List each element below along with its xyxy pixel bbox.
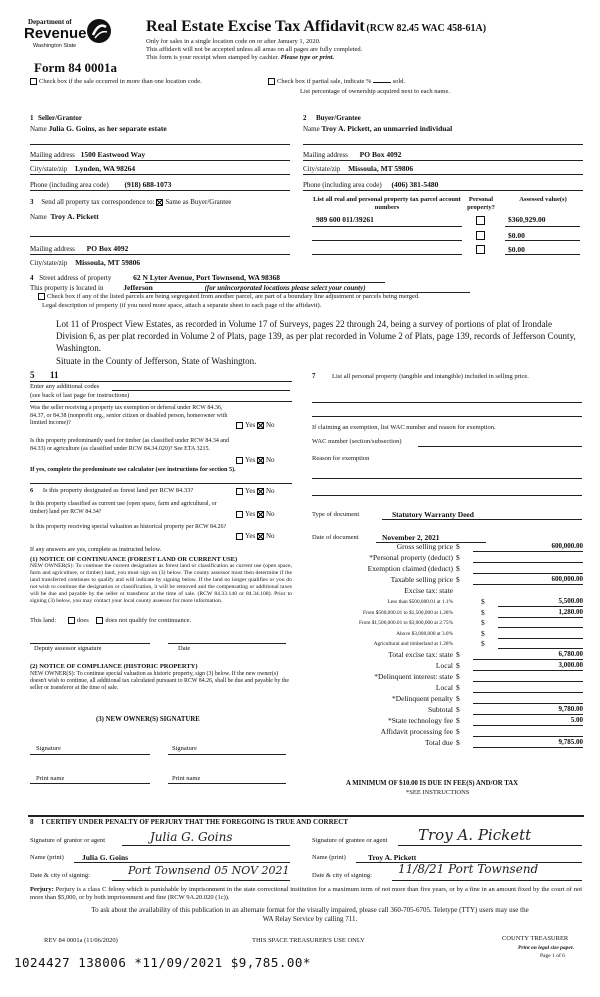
- divider: [30, 783, 150, 784]
- page-number: Page 1 of 6: [540, 953, 565, 959]
- section5-q1: Was the seller receiving a property tax exemption or deferral under RCW 84.36, 84.37, or 84.38 (nonprofit org., senior citizen or disabled person, homeowner with limited income)?: [30, 405, 228, 426]
- tax-row: [313, 586, 583, 596]
- tax-row-dollar: $: [456, 704, 460, 714]
- grantee-date-city-label: Date & city of signing:: [312, 872, 372, 879]
- legal-paper-note: Print on legal size paper.: [518, 945, 575, 951]
- no-checkbox[interactable]: [257, 511, 264, 518]
- tax-row-amount[interactable]: 5.00: [473, 716, 583, 726]
- divider: [168, 643, 286, 644]
- buyer-heading: Buyer/Grantee: [316, 114, 361, 122]
- buyer-name-row: [303, 124, 452, 133]
- seller-city-label: City/state/zip: [30, 165, 68, 173]
- tax-row-dollar: $: [481, 618, 485, 627]
- yes-label: Yes: [245, 532, 256, 540]
- see-instructions: *SEE INSTRUCTIONS: [406, 789, 470, 796]
- tax-row-amount[interactable]: [473, 564, 583, 574]
- this-land-row: [30, 617, 191, 624]
- divider: [505, 254, 580, 255]
- does-checkbox[interactable]: [68, 617, 75, 624]
- section3-row: [30, 198, 231, 206]
- grantee-name[interactable]: Troy A. Pickett: [368, 853, 417, 862]
- section3-name-row: [30, 212, 99, 221]
- print-name-label-2: Print name: [172, 775, 201, 782]
- personal-property-checkbox[interactable]: [476, 231, 485, 240]
- section7-num: 7: [312, 372, 316, 380]
- located-note: (for unincorporated locations please select your county): [204, 284, 366, 292]
- tax-row-dollar: $: [481, 628, 485, 638]
- legal-description: Lot 11 of Prospect View Estates, as recorded in Volume 17 of Surveys, pages 22 through 24, being a survey of portions of plat of Irondale Division 6, as per plat recorded in Volume 2 of Plats, page 139, as per plat recorded in Volume 2 of Plats, page 139, records of Jefferson County, Washington.: [56, 319, 576, 353]
- tax-row-label: Local: [435, 660, 453, 670]
- dor-logo: [20, 14, 120, 60]
- list-percentage: List percentage of ownership acquired next to each name.: [300, 88, 450, 95]
- tax-row-dollar: $: [481, 597, 485, 606]
- header-note2: This affidavit will not be accepted unless all areas on all pages are fully completed.: [146, 46, 363, 53]
- located-county[interactable]: Jefferson: [123, 283, 153, 292]
- divider: [312, 416, 582, 417]
- tax-row-label: *Personal property (deduct): [369, 553, 453, 562]
- tax-row-label: Total due: [424, 737, 453, 747]
- this-land-label: This land:: [30, 617, 57, 624]
- tax-row-dollar: $: [456, 693, 460, 703]
- tax-row-amount[interactable]: 6,780.00: [473, 650, 583, 660]
- tax-row-label: Total excise tax: state: [388, 649, 453, 659]
- no-checkbox[interactable]: [257, 457, 264, 464]
- segregated-row[interactable]: [38, 293, 420, 300]
- s6q1-yesno: [236, 487, 275, 495]
- enter-codes: Enter any additional codes: [30, 383, 100, 390]
- divider: [312, 226, 462, 227]
- divider: [303, 174, 583, 175]
- buyer-city[interactable]: Missoula, MT 59806: [348, 164, 414, 173]
- tax-row-dollar: $: [456, 682, 460, 692]
- treasurer-only: THIS SPACE TREASURER'S USE ONLY: [252, 937, 365, 944]
- yes-label: Yes: [245, 456, 256, 464]
- personal-property-checkbox[interactable]: [476, 245, 485, 254]
- tax-row-label: Agricultural and timberland at 1.28%: [373, 641, 453, 647]
- tax-row-amount[interactable]: 5,500.00: [498, 597, 583, 607]
- yes-label: Yes: [245, 510, 256, 518]
- street-address[interactable]: 62 N Lyter Avenue, Port Townsend, WA 98368: [133, 273, 281, 282]
- divider: [112, 390, 290, 391]
- s6q3-yesno: [236, 532, 275, 540]
- tax-row: [313, 683, 583, 693]
- sig-label-1: Signature: [36, 745, 61, 752]
- seller-city-row: [30, 164, 135, 173]
- sig-label-2: Signature: [172, 745, 197, 752]
- see-back: (see back of last page for instructions): [30, 392, 130, 399]
- dor-logo-icon: [86, 18, 112, 44]
- divider: [505, 226, 580, 227]
- new-owner-sig-heading: (3) NEW OWNER(S) SIGNATURE: [96, 716, 200, 723]
- no-label: No: [265, 510, 275, 518]
- doc-date-label: Date of document: [312, 534, 359, 541]
- tax-row-label: Less than $500,000.01 at 1.1%: [387, 599, 453, 605]
- section8-num: 8: [30, 818, 34, 826]
- divider: [30, 401, 292, 402]
- tax-row: [313, 639, 583, 649]
- grantor-date-city[interactable]: Port Townsend 05 NOV 2021: [128, 864, 290, 877]
- parcel-col2: Personal property?: [467, 196, 495, 211]
- grantor-date-city-label: Date & city of signing:: [30, 872, 90, 879]
- tax-row-label: *State technology fee: [388, 715, 453, 725]
- assessed-value[interactable]: $0.00: [508, 245, 525, 254]
- segregated-checkbox[interactable]: [38, 293, 45, 300]
- tax-row-dollar: $: [456, 715, 460, 725]
- seller-num: 1: [30, 114, 34, 122]
- section3-mailing-row: [30, 244, 128, 253]
- grantee-signature[interactable]: Troy A. Pickett: [418, 826, 532, 844]
- dept-line3: Washington State: [33, 43, 77, 49]
- tax-row-dollar: $: [456, 737, 460, 747]
- doc-type-label: Type of document: [312, 511, 360, 518]
- grantor-signature[interactable]: Julia G. Goins: [150, 830, 233, 844]
- assessed-value[interactable]: $360,929.00: [508, 215, 546, 224]
- tax-row-label: Above $3,000,000 at 3.0%: [396, 630, 453, 637]
- no-label: No: [265, 456, 275, 464]
- street-label: Street address of property: [39, 274, 112, 282]
- seller-phone[interactable]: (918) 688-1073: [124, 180, 172, 189]
- treasurer-stamp: 1024427 138006 *11/09/2021 $9,785.00*: [14, 955, 311, 970]
- seller-phone-label: Phone (including area code): [30, 181, 109, 189]
- tax-row: [313, 738, 583, 748]
- tax-row-label: *Delinquent interest: state: [374, 671, 453, 681]
- yes-label: Yes: [245, 487, 256, 495]
- tax-row-amount[interactable]: [473, 672, 583, 682]
- assessor-date-label: Date: [178, 645, 191, 652]
- tax-row-amount[interactable]: [473, 683, 583, 693]
- section3-name-label: Name: [30, 213, 47, 221]
- minimum-notice: A MINIMUM OF $10.00 IS DUE IN FEE(S) AND/OR TAX: [346, 780, 519, 787]
- parcel-col3: Assessed value(s): [519, 196, 567, 203]
- section6-q1: Is this property designated as forest land per RCW 84.33?: [42, 487, 194, 494]
- grantor-sig-label: Signature of grantor or agent: [30, 837, 106, 844]
- section6-q1-row: [30, 487, 193, 494]
- tax-row: [313, 618, 583, 628]
- divider: [312, 254, 462, 255]
- section7-text: List all personal property (tangible and intangible) included in selling price.: [332, 373, 529, 380]
- multi-location-label: Check box if the sale occurred in more than one location code.: [39, 78, 202, 85]
- divider: [505, 240, 580, 241]
- divider: [168, 754, 286, 755]
- divider: [30, 381, 292, 382]
- q1-yesno: [236, 421, 275, 429]
- perjury-text: Perjury is a class C felony which is punishable by imprisonment in the state correctional institution for a maximum term of not more than five years, or by a fine in an amount fixed by the court of not more than $5,000, or by both imprisonment and fine (RCW 9A.20.020 (1c)).: [30, 886, 582, 901]
- header-note3-wrap: [146, 54, 334, 61]
- does-not-label: does not qualify for continuance.: [105, 617, 192, 624]
- tax-row-dollar: $: [481, 607, 485, 617]
- tax-row-amount[interactable]: [498, 629, 583, 639]
- buyer-name[interactable]: Troy A. Pickett, an unmarried individual: [321, 124, 453, 133]
- no-checkbox[interactable]: [257, 422, 264, 429]
- does-not-checkbox[interactable]: [96, 617, 103, 624]
- divider: [312, 495, 582, 496]
- buyer-city-label: City/state/zip: [303, 165, 341, 173]
- certify-row: [30, 818, 348, 826]
- seller-name[interactable]: Julia G. Goins, as her separate estate: [48, 124, 167, 133]
- section3-city-label: City/state/zip: [30, 259, 68, 267]
- buyer-name-label: Name: [303, 125, 320, 133]
- parcel-col1: List all real and personal property tax parcel account numbers: [313, 196, 461, 211]
- assessed-value[interactable]: $0.00: [508, 231, 525, 240]
- form-title: [146, 18, 486, 36]
- divider: [30, 754, 150, 755]
- tax-row-amount[interactable]: 600,000.00: [473, 542, 583, 552]
- section3-city-row: [30, 258, 140, 267]
- section5-ifyes: If yes, complete the predominate use calculator (see instructions for section 5).: [30, 466, 236, 473]
- personal-property-checkbox[interactable]: [476, 216, 485, 225]
- seller-heading: Seller/Grantor: [38, 114, 82, 122]
- section6-q2: Is this property classified as current use (open space, farm and agricultural, or timber) land per RCW 84.34?: [30, 501, 217, 515]
- divider: [392, 880, 582, 881]
- tax-row-dollar: $: [456, 726, 460, 736]
- divider: [30, 483, 292, 484]
- header-note3-italic: Please type or print.: [280, 54, 335, 61]
- yes-checkbox[interactable]: [236, 422, 243, 429]
- buyer-phone[interactable]: (406) 381-5480: [391, 180, 439, 189]
- partial-sale-checkbox[interactable]: [268, 78, 275, 85]
- seller-mailing-row: [30, 150, 145, 159]
- buyer-mailing[interactable]: PO Box 4092: [359, 150, 402, 159]
- tax-row: [313, 650, 583, 660]
- tax-row: [313, 608, 583, 618]
- notice2-title: (2) NOTICE OF COMPLIANCE (HISTORIC PROPERTY): [30, 663, 198, 670]
- no-checkbox[interactable]: [257, 488, 264, 495]
- section3-mailing-label: Mailing address: [30, 245, 75, 253]
- divider: [303, 160, 583, 161]
- legal-situate: Situate in the County of Jefferson, State of Washington.: [56, 356, 257, 366]
- buyer-mailing-row: [303, 150, 401, 159]
- buyer-city-row: [303, 164, 413, 173]
- section3-name[interactable]: Troy A. Pickett: [50, 212, 99, 221]
- tax-row-label: Affidavit processing fee: [380, 726, 453, 736]
- wac-label: WAC number (section/subsection): [312, 438, 402, 445]
- tax-row-label: Taxable selling price: [390, 575, 453, 584]
- header-note1: Only for sales in a single location code on or after January 1, 2020.: [146, 38, 321, 45]
- divider: [74, 862, 290, 863]
- tax-row-dollar: $: [481, 639, 485, 648]
- section3-num: 3: [30, 198, 34, 206]
- tax-row-amount[interactable]: 600,000.00: [473, 575, 583, 585]
- tax-row: [313, 575, 583, 585]
- tax-row-amount[interactable]: 9,785.00: [473, 738, 583, 748]
- seller-city[interactable]: Lynden, WA 98264: [75, 164, 136, 173]
- perjury-notice: [30, 886, 582, 902]
- divider: [122, 845, 290, 846]
- tax-row-dollar: $: [456, 671, 460, 681]
- tax-row-amount[interactable]: 1,280.00: [498, 608, 583, 618]
- perjury-label: Perjury:: [30, 886, 54, 893]
- dept-line2: Revenue: [24, 25, 87, 42]
- section6-q3: Is this property receiving special valuation as historical property per RCW 84.26?: [30, 524, 227, 530]
- multi-location-checkbox[interactable]: [30, 78, 37, 85]
- multi-location-check[interactable]: [30, 78, 202, 85]
- section4-street-row: [30, 273, 280, 282]
- yes-label: Yes: [245, 421, 256, 429]
- no-checkbox[interactable]: [257, 533, 264, 540]
- divider: [312, 402, 582, 403]
- section6-num: 6: [30, 487, 34, 494]
- divider: [30, 190, 290, 191]
- section5-num: 5: [30, 370, 35, 380]
- yes-checkbox[interactable]: [236, 511, 243, 518]
- notice1-body: NEW OWNER(S): To continue the current designation as forest land or classification as current use (open space, farm and agriculture, or timber) land, you must sign on (3) below. The county assessor must then determine if the land transferred continues to qualify and will indicate by signing below. If the land no longer qualifies or you do not wish to continue the designation or classification, it will be removed and the compensating or additional taxes will be due and payable by the seller or transferor at the time of sale. (RCW 84.33.140 or 84.34.108). Prior to signing (3) below, you may contact your local county assessor for more information.: [30, 563, 292, 604]
- divider: [30, 160, 290, 161]
- grantee-date-city[interactable]: 11/8/21 Port Townsend: [398, 862, 539, 876]
- divider: [398, 845, 582, 846]
- doc-type[interactable]: Statutory Warranty Deed: [392, 510, 474, 519]
- section6-ifany: If any answers are yes, complete as instructed below.: [30, 546, 162, 553]
- section3-text: Send all property tax correspondence to:: [41, 198, 155, 206]
- tax-row-amount[interactable]: [473, 694, 583, 704]
- section5-code[interactable]: 11: [50, 370, 59, 380]
- tax-row-label: *Delinquent penalty: [391, 693, 453, 703]
- divider: [168, 783, 286, 784]
- section4-num: 4: [30, 274, 34, 282]
- divider: [312, 240, 462, 241]
- buyer-phone-label: Phone (including area code): [303, 181, 382, 189]
- tax-row-label: From $1,500,000.01 to $3,000,000 at 2.75%: [358, 620, 453, 626]
- divider: [28, 815, 584, 817]
- assessor-sig-label: Deputy assessor signature: [34, 645, 102, 652]
- no-label: No: [265, 421, 275, 429]
- same-as-buyer-checkbox[interactable]: [156, 199, 163, 206]
- grantor-name[interactable]: Julia G. Goins: [82, 853, 129, 862]
- tax-row: [313, 672, 583, 682]
- tax-row: [313, 629, 583, 639]
- dept-line1: Department of: [28, 18, 72, 26]
- tax-row: [313, 661, 583, 671]
- buyer-num: 2: [303, 114, 307, 122]
- divider: [112, 880, 290, 881]
- tax-row: [313, 564, 583, 574]
- does-label: does: [76, 617, 89, 624]
- buyer-mailing-label: Mailing address: [303, 151, 348, 159]
- tax-row-dollar: $: [456, 660, 460, 670]
- tax-row: [313, 716, 583, 726]
- reason-label: Reason for exemption: [312, 455, 370, 462]
- tax-row-label: Gross selling price: [396, 542, 453, 551]
- tax-row-amount[interactable]: 9,780.00: [473, 705, 583, 715]
- tax-row-dollar: $: [456, 649, 460, 659]
- tax-row: [313, 553, 583, 563]
- notice2-body: NEW OWNER(S): To continue special valuation as historic property, sign (3) below. If the new owner(s) doesn't wish to continue, all additional tax calculated pursuant to RCW 84.26, shall be due and payable by the seller or transferor at the time of sale.: [30, 671, 289, 692]
- tax-row-label: Subtotal: [427, 704, 453, 714]
- divider: [30, 643, 150, 644]
- tax-row: [313, 597, 583, 607]
- legal-label: Legal description of property (if you need more space, attach a separate sheet to each page of the affidavit).: [42, 302, 322, 309]
- located-row: [30, 283, 366, 292]
- header-note3: This form is your receipt when stamped by cashier.: [146, 54, 280, 61]
- partial-sale-tail: sold.: [392, 78, 406, 85]
- title-main: Real Estate Excise Tax Affidavit: [146, 18, 365, 35]
- tax-row-amount[interactable]: [473, 727, 583, 737]
- s6q2-yesno: [236, 510, 275, 518]
- divider: [30, 236, 290, 237]
- no-label: No: [265, 532, 275, 540]
- print-name-label-1: Print name: [36, 775, 65, 782]
- county-treasurer: COUNTY TREASURER: [502, 935, 569, 942]
- tax-row-dollar: $: [456, 564, 460, 573]
- tax-row-amount[interactable]: 3,000.00: [473, 661, 583, 671]
- tax-row-label: Exemption claimed (deduct): [367, 564, 453, 573]
- grantee-sig-label: Signature of grantee or agent: [312, 837, 388, 844]
- section3-mailing[interactable]: PO Box 4092: [86, 244, 129, 253]
- partial-sale-label: Check box if partial sale, indicate %: [277, 78, 372, 85]
- seller-mailing-label: Mailing address: [30, 151, 75, 159]
- seller-name-row: [30, 124, 167, 133]
- tax-row-dollar: $: [456, 553, 460, 562]
- q2-yesno: [236, 456, 275, 464]
- divider: [30, 254, 290, 255]
- same-as-buyer-label: Same as Buyer/Grantee: [165, 198, 232, 206]
- divider: [30, 144, 290, 145]
- rev-number: REV 84 0001a (11/06/2020): [44, 937, 118, 944]
- tax-row-label: Excise tax: state: [404, 586, 453, 595]
- alt-format-notice: To ask about the availability of this publication in an alternate format for the visually impaired, please call 360-705-6705. Teletype (TTY) users may use the WA Relay Service by calling 711.: [91, 906, 529, 923]
- certify-text: I CERTIFY UNDER PENALTY OF PERJURY THAT THE FOREGOING IS TRUE AND CORRECT: [41, 818, 349, 826]
- divider: [382, 519, 582, 520]
- no-label: No: [265, 487, 275, 495]
- tax-row: [313, 542, 583, 552]
- grantor-name-label: Name (print): [30, 854, 64, 861]
- parcel-number[interactable]: 989 600 011/39261: [316, 215, 374, 224]
- divider: [303, 144, 583, 145]
- section3-city[interactable]: Missoula, MT 59806: [75, 258, 141, 267]
- tax-row-label: From $500,000.01 to $1,500,000 at 1.28%: [362, 609, 453, 616]
- seller-mailing[interactable]: 1500 Eastwood Way: [80, 150, 146, 159]
- divider: [312, 478, 582, 479]
- divider: [30, 174, 290, 175]
- tax-row-label: Local: [435, 682, 453, 692]
- doc-date[interactable]: November 2, 2021: [382, 533, 440, 542]
- form-number: Form 84 0001a: [34, 60, 118, 75]
- yes-checkbox[interactable]: [236, 457, 243, 464]
- tax-row-amount[interactable]: [473, 553, 583, 563]
- seller-name-label: Name: [30, 125, 47, 133]
- yes-checkbox[interactable]: [236, 488, 243, 495]
- exemption-text: If claiming an exemption, list WAC number and reason for exemption.: [312, 424, 496, 431]
- tax-row: [313, 694, 583, 704]
- notice1-title: (1) NOTICE OF CONTINUANCE (FOREST LAND OR CURRENT USE): [30, 556, 238, 563]
- grantee-name-label: Name (print): [312, 854, 346, 861]
- section5-q2: Is this property predominantly used for timber (as classified under RCW 84.34 and 84.33) or agriculture (as classified under RCW 84.34.020)? See ETA 3215.: [30, 438, 230, 452]
- title-ref: (RCW 82.45 WAC 458-61A): [366, 23, 487, 34]
- segregated-label: Check box if any of the listed parcels are being segregated from another parcel, are part of a boundary line adjustment or parcels being merged.: [47, 293, 420, 300]
- divider: [303, 190, 583, 191]
- partial-sale-check[interactable]: [268, 78, 405, 85]
- tax-row-dollar: $: [456, 542, 460, 551]
- tax-row: [313, 705, 583, 715]
- located-label: This property is located in: [30, 284, 104, 292]
- tax-row-amount[interactable]: [498, 639, 583, 649]
- divider: [418, 446, 582, 447]
- seller-phone-row: [30, 180, 171, 189]
- tax-row-dollar: $: [456, 575, 460, 584]
- yes-checkbox[interactable]: [236, 533, 243, 540]
- tax-row: [313, 727, 583, 737]
- tax-row-amount[interactable]: [498, 618, 583, 628]
- buyer-phone-row: [303, 180, 438, 189]
